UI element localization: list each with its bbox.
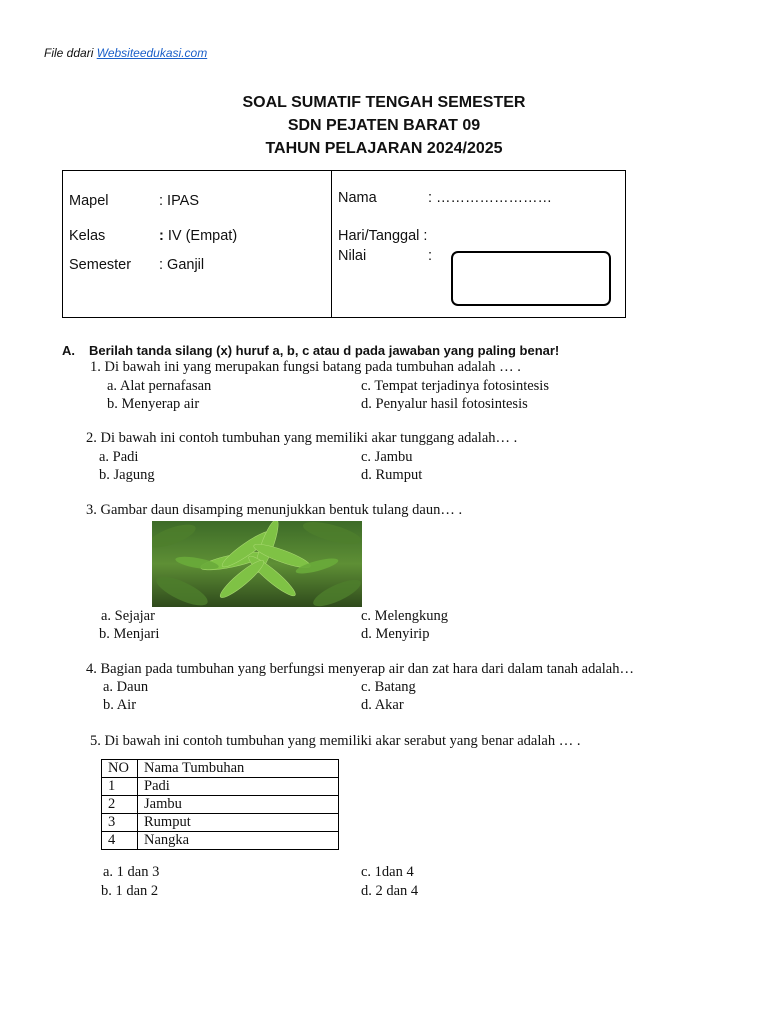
table-cell-name: Padi: [138, 778, 339, 796]
question-3-option-d[interactable]: d. Menyirip: [361, 626, 430, 642]
question-2-text: 2. Di bawah ini contoh tumbuhan yang memiliki akar tunggang adalah… .: [86, 430, 518, 446]
question-4-text: 4. Bagian pada tumbuhan yang berfungsi menyerap air dan zat hara dari dalam tanah adalah…: [86, 661, 634, 677]
semester-label: Semester: [69, 257, 132, 273]
nilai-colon: :: [428, 248, 433, 264]
source-line: [44, 46, 207, 60]
mapel-label: Mapel: [69, 193, 109, 209]
question-1-option-a[interactable]: a. Alat pernafasan: [107, 378, 212, 394]
question-1-option-d[interactable]: d. Penyalur hasil fotosintesis: [361, 396, 528, 412]
kelas-label: Kelas: [69, 228, 106, 244]
question-5-option-d[interactable]: d. 2 dan 4: [361, 883, 419, 899]
question-3-option-c[interactable]: c. Melengkung: [361, 608, 448, 624]
question-5-option-a[interactable]: a. 1 dan 3: [103, 864, 160, 880]
header-info-box: [62, 170, 626, 318]
kelas-value: IV (Empat): [163, 228, 238, 244]
question-5-option-c[interactable]: c. 1dan 4: [361, 864, 414, 880]
nilai-score-box[interactable]: [451, 251, 611, 306]
table-header-row: [102, 760, 339, 778]
source-prefix: File ddari: [44, 46, 94, 60]
question-2-option-c[interactable]: c. Jambu: [361, 449, 413, 465]
table-cell-name: Rumput: [138, 814, 339, 832]
table-cell-name: Nangka: [138, 832, 339, 850]
nama-label: Nama: [338, 190, 377, 206]
kelas-colon: :: [159, 228, 164, 244]
title-line-2: SDN PEJATEN BARAT 09: [287, 117, 481, 134]
question-3-option-b[interactable]: b. Menjari: [99, 626, 160, 642]
table-row: [102, 832, 339, 850]
question-2-option-a[interactable]: a. Padi: [99, 449, 139, 465]
question-1-option-c[interactable]: c. Tempat terjadinya fotosintesis: [361, 378, 549, 394]
mapel-value: : IPAS: [159, 193, 200, 209]
question-4-option-d[interactable]: d. Akar: [361, 697, 404, 713]
nilai-label: Nilai: [338, 248, 367, 264]
table-cell-name: Jambu: [138, 796, 339, 814]
table-cell-no: 1: [102, 778, 138, 796]
leaf-photo: [152, 521, 362, 607]
question-4-option-c[interactable]: c. Batang: [361, 679, 416, 695]
question-3-option-a[interactable]: a. Sejajar: [101, 608, 155, 624]
question-5-text: 5. Di bawah ini contoh tumbuhan yang memiliki akar serabut yang benar adalah … .: [90, 733, 581, 749]
table-row: [102, 778, 339, 796]
question-1-text: 1. Di bawah ini yang merupakan fungsi batang pada tumbuhan adalah … .: [90, 359, 521, 375]
question-2-option-b[interactable]: b. Jagung: [99, 467, 155, 483]
section-a-letter: A.: [62, 343, 75, 358]
plant-table: [101, 759, 339, 850]
question-2-option-d[interactable]: d. Rumput: [361, 467, 423, 483]
source-link[interactable]: Websiteedukasi.com: [96, 46, 208, 60]
table-row: [102, 796, 339, 814]
question-5-option-b[interactable]: b. 1 dan 2: [101, 883, 159, 899]
kelas-value-line: [159, 228, 237, 244]
question-1-option-b[interactable]: b. Menyerap air: [107, 396, 200, 412]
question-4-option-b[interactable]: b. Air: [103, 697, 137, 713]
table-header-name: Nama Tumbuhan: [138, 760, 339, 778]
title-line-1: SOAL SUMATIF TENGAH SEMESTER: [242, 94, 526, 111]
question-3-text: 3. Gambar daun disamping menunjukkan bentuk tulang daun… .: [86, 502, 463, 518]
nama-value[interactable]: : ……………………: [428, 190, 553, 206]
table-cell-no: 4: [102, 832, 138, 850]
table-header-no: NO: [102, 760, 138, 778]
section-a-instruction: Berilah tanda silang (x) huruf a, b, c atau d pada jawaban yang paling benar!: [89, 343, 560, 358]
header-divider: [331, 171, 332, 317]
question-4-option-a[interactable]: a. Daun: [103, 679, 149, 695]
table-row: [102, 814, 339, 832]
semester-value: : Ganjil: [159, 257, 205, 273]
table-cell-no: 2: [102, 796, 138, 814]
hari-tanggal-label: Hari/Tanggal :: [338, 228, 428, 244]
table-cell-no: 3: [102, 814, 138, 832]
title-line-3: TAHUN PELAJARAN 2024/2025: [265, 140, 503, 157]
